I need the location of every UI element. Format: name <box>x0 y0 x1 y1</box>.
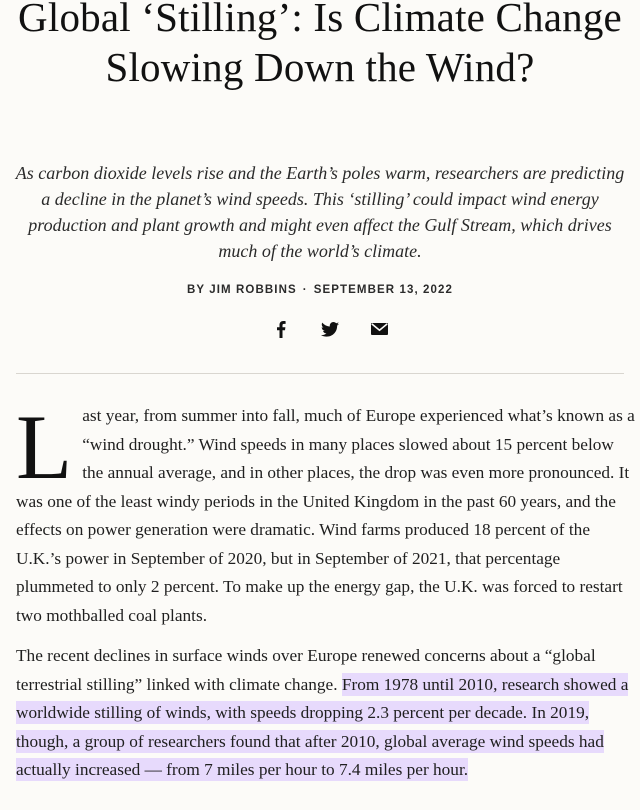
share-twitter-button[interactable] <box>319 318 341 340</box>
byline-separator: · <box>302 284 308 296</box>
share-bar <box>270 318 390 340</box>
facebook-icon <box>276 321 286 338</box>
byline-author[interactable]: BY JIM ROBBINS <box>186 284 297 296</box>
article-title: Global ‘Stilling’: Is Climate Change Slowing Down the Wind? <box>18 0 622 90</box>
article-dek: As carbon dioxide levels rise and the Earth’s poles warm, researchers are predicting a decline in the planet’s wind speeds. This ‘stilling’ could impact wind energy production and plant growth and might even affect the Gulf Stream, which drives much of the world’s climate. <box>15 163 625 261</box>
article-divider <box>16 373 624 374</box>
byline-date: SEPTEMBER 13, 2022 <box>313 284 454 296</box>
byline <box>0 282 640 298</box>
paragraph-2-text: The recent declines in surface winds over Europe renewed concerns about a “global terrestrial stilling” linked with climate change. <box>16 646 596 694</box>
share-email-button[interactable] <box>368 318 390 340</box>
share-facebook-button[interactable] <box>270 318 292 340</box>
twitter-icon <box>321 322 339 337</box>
paragraph-1-text: ast year, from summer into fall, much of Europe experienced what’s known as a “wind drought.” Wind speeds in many places slowed about 15 percent below the annual average, and in other places, the drop was even more pronounced. It was one of the least windy periods in the United Kingdom in the past 60 years, and the effects on power generation were dramatic. Wind farms produced 18 percent of the U.K.’s power in September of 2020, but in September of 2021, that percentage plummeted to only 2 percent. To make up the energy gap, the U.K. was forced to restart two mothballed coal plants. <box>16 406 635 625</box>
highlighted-text[interactable]: From 1978 until 2010, research showed a worldwide stilling of winds, with speeds dropping 2.3 percent per decade. In 2019, though, a group of researchers found that after 2010, global average wind speeds had actually increased — from 7 miles per hour to 7.4 miles per hour. <box>16 674 629 779</box>
drop-cap: L <box>16 396 73 498</box>
article-paragraph-1 <box>16 396 638 630</box>
article-paragraph-2 <box>16 642 638 785</box>
email-icon <box>371 323 388 335</box>
